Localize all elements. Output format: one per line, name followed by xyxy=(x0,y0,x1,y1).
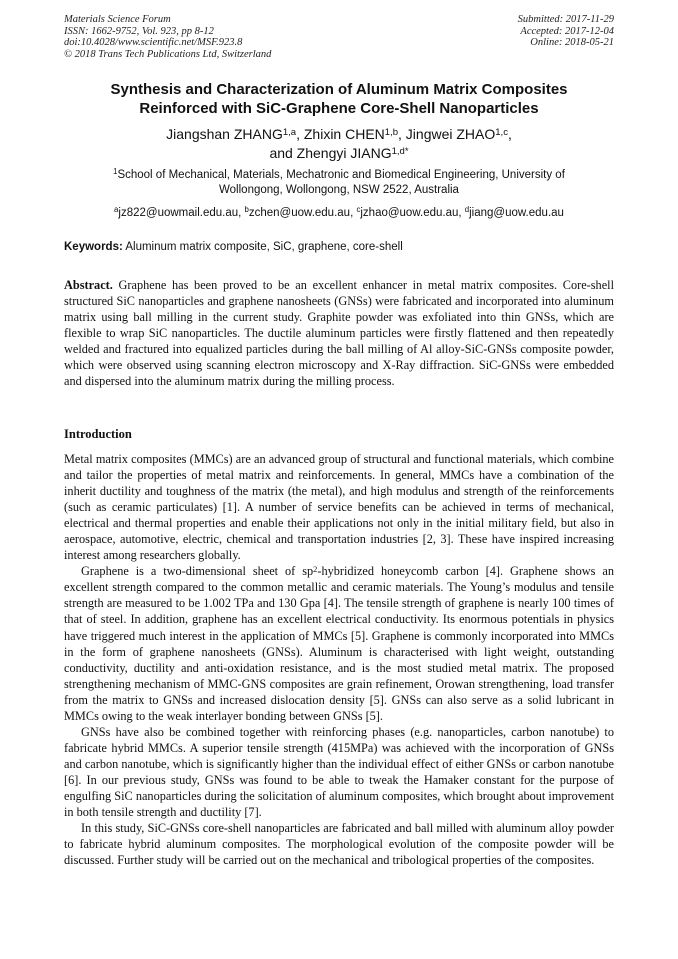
email-address: zchen@uow.edu.au, xyxy=(248,207,357,219)
online-date: Online: 2018-05-21 xyxy=(530,37,614,49)
email-address: jzhao@uow.edu.au, xyxy=(360,207,465,219)
email-list xyxy=(40,206,638,220)
intro-p2-sup: 2 xyxy=(313,564,318,574)
author-sep: , xyxy=(296,126,304,142)
intro-paragraph-2 xyxy=(64,563,614,723)
issn-line: ISSN: 1662-9752, Vol. 923, pp 8-12 xyxy=(64,25,214,37)
author-sep: , xyxy=(507,126,512,142)
abstract-label: Abstract. xyxy=(64,278,113,292)
intro-paragraph-1: Metal matrix composites (MMCs) are an advanced group of structural and functional materials, which combine and tailor the properties of metal matrix and reinforcements. In general, MMCs have a combination of the inherit ductility and toughness of the matrix (the metal), and high modulus and strength of the reinforcements (such as ceramic particulates) [1]. A number of service benefits can be achieved in terms of mechanical, electrical and thermal properties and enable their applications not only in the initial military field, but also in aerospace, automotive, electric, chemical and transportation industries [2, 3]. These have inspired increasing interest among researchers globally. xyxy=(64,452,614,563)
publication-dates xyxy=(518,14,614,49)
abstract-text: Graphene has been proved to be an excellent enhancer in metal matrix composites. Core-shell structured SiC nanoparticles and graphene nanosheets (GNSs) were fabricated and incorporated into aluminum matrix using ball milling in the current study. Graphite powder was exfoliated into thin GNSs, which are flexible to wrap SiC nanoparticles. The ductile aluminum particles were firstly flattened and then repeatedly welded and fractured into equalized particles during the ball milling of Al alloy-SiC-GNSs composite powder, which were observed using scanning electron microscopy and X-Ray diffraction. SiC-GNSs were embedded and dispersed into the aluminum matrix during the milling process. xyxy=(64,278,614,389)
affiliation xyxy=(70,168,608,198)
email-sup: b xyxy=(244,205,249,215)
introduction-body xyxy=(64,451,614,868)
introduction-heading: Introduction xyxy=(64,427,132,441)
abstract xyxy=(64,277,614,389)
email-sup: c xyxy=(356,205,361,215)
doi-line: doi:10.4028/www.scientific.net/MSF.923.8 xyxy=(64,37,243,49)
keywords-label: Keywords: xyxy=(64,241,123,253)
author-list xyxy=(40,125,638,163)
paper-title xyxy=(40,80,638,118)
intro-paragraph-4: In this study, SiC-GNSs core-shell nanoparticles are fabricated and ball milled with aluminum alloy powder to fabricate hybrid aluminum composites. The morphological evolution of the composite powder will be discussed. Further study will be carried out on the mechanical and tribological properties of the composites. xyxy=(64,821,614,868)
intro-p2-post: -hybridized honeycomb carbon [4]. Graphene shows an excellent strength compared to the common metallic and ceramic materials. The Young’s modulus and tensile strength are measured to be 1.002 TPa and 130 Gpa [4]. The tensile strength of graphene is nearly 100 times of that of steel. In addition, graphene has an excellent electrical conductivity. Its enormous potentials in physics have triggered much interest in the application of MMCs [5]. Graphene is commonly incorporated into MMCs in the form of graphene nanosheets (GNSs). Aluminum is characterised with light weight, outstanding conductivity, ductility and anti-oxidation resistance, and is the most studied metal matrix. The proposed strengthening mechanism of MMC-GNS composites are grain refinement, Orowan strengthening, load transfer from the matrix to GNSs and increased dislocation density [5]. GNSs can also serve as a solid lubricant in MMCs owing to the weak interlayer bonding between GNSs [5]. xyxy=(64,564,615,723)
copyright-line: © 2018 Trans Tech Publications Ltd, Switzerland xyxy=(64,48,272,60)
author-sup: 1,a xyxy=(282,126,297,138)
affiliation-text-2: Wollongong, Wollongong, NSW 2522, Australia xyxy=(219,184,459,196)
intro-paragraph-3: GNSs have also be combined together with reinforcing phases (e.g. nanoparticles, carbon nanotube) to fabricate hybrid MMCs. A superior tensile strength (415MPa) was achieved with the incorporation of GNSs and carbon nanotube, which is significantly higher than the individual effect of either GNSs or carbon nanotube [6]. In our previous study, GNSs was found to be able to tweak the Hamaker constant for the purpose of engulfing SiC nanoparticles during the solicitation of aluminum composites, which brought about improvement in both tensile strength and ductility [7]. xyxy=(64,724,614,820)
author-line-2 xyxy=(40,144,638,163)
email-sup: d xyxy=(464,205,470,215)
submitted-date: Submitted: 2017-11-29 xyxy=(517,14,614,25)
author-sup: 1,d* xyxy=(391,145,409,157)
affiliation-line-1 xyxy=(70,168,608,183)
keywords xyxy=(64,240,614,254)
author-line-1 xyxy=(40,125,638,144)
email-sup: a xyxy=(114,205,119,215)
accepted-date: Accepted: 2017-12-04 xyxy=(520,25,614,37)
affiliation-sup: 1 xyxy=(113,167,118,177)
intro-p2-pre: Graphene is a two-dimensional sheet of sp xyxy=(81,564,314,579)
email-address: jz822@uowmail.edu.au, xyxy=(118,207,245,219)
author-sup: 1,b xyxy=(384,126,399,138)
author-sep: , xyxy=(398,126,406,142)
email-address: jiang@uow.edu.au xyxy=(469,207,564,219)
affiliation-text-1: School of Mechanical, Materials, Mechatronic and Biomedical Engineering, University of xyxy=(117,169,565,181)
author-name: Jingwei ZHAO xyxy=(405,126,496,142)
author-name: and Zhengyi JIANG xyxy=(269,145,392,161)
title-line-1: Synthesis and Characterization of Aluminum Matrix Composites xyxy=(110,81,568,98)
journal-name: Materials Science Forum xyxy=(64,14,171,25)
keywords-text: Aluminum matrix composite, SiC, graphene, core-shell xyxy=(122,241,403,253)
title-line-2: Reinforced with SiC-Graphene Core-Shell Nanoparticles xyxy=(139,100,539,117)
author-sup: 1,c xyxy=(495,126,508,138)
author-name: Jiangshan ZHANG xyxy=(166,126,283,142)
journal-info xyxy=(64,14,271,60)
author-name: Zhixin CHEN xyxy=(303,126,385,142)
